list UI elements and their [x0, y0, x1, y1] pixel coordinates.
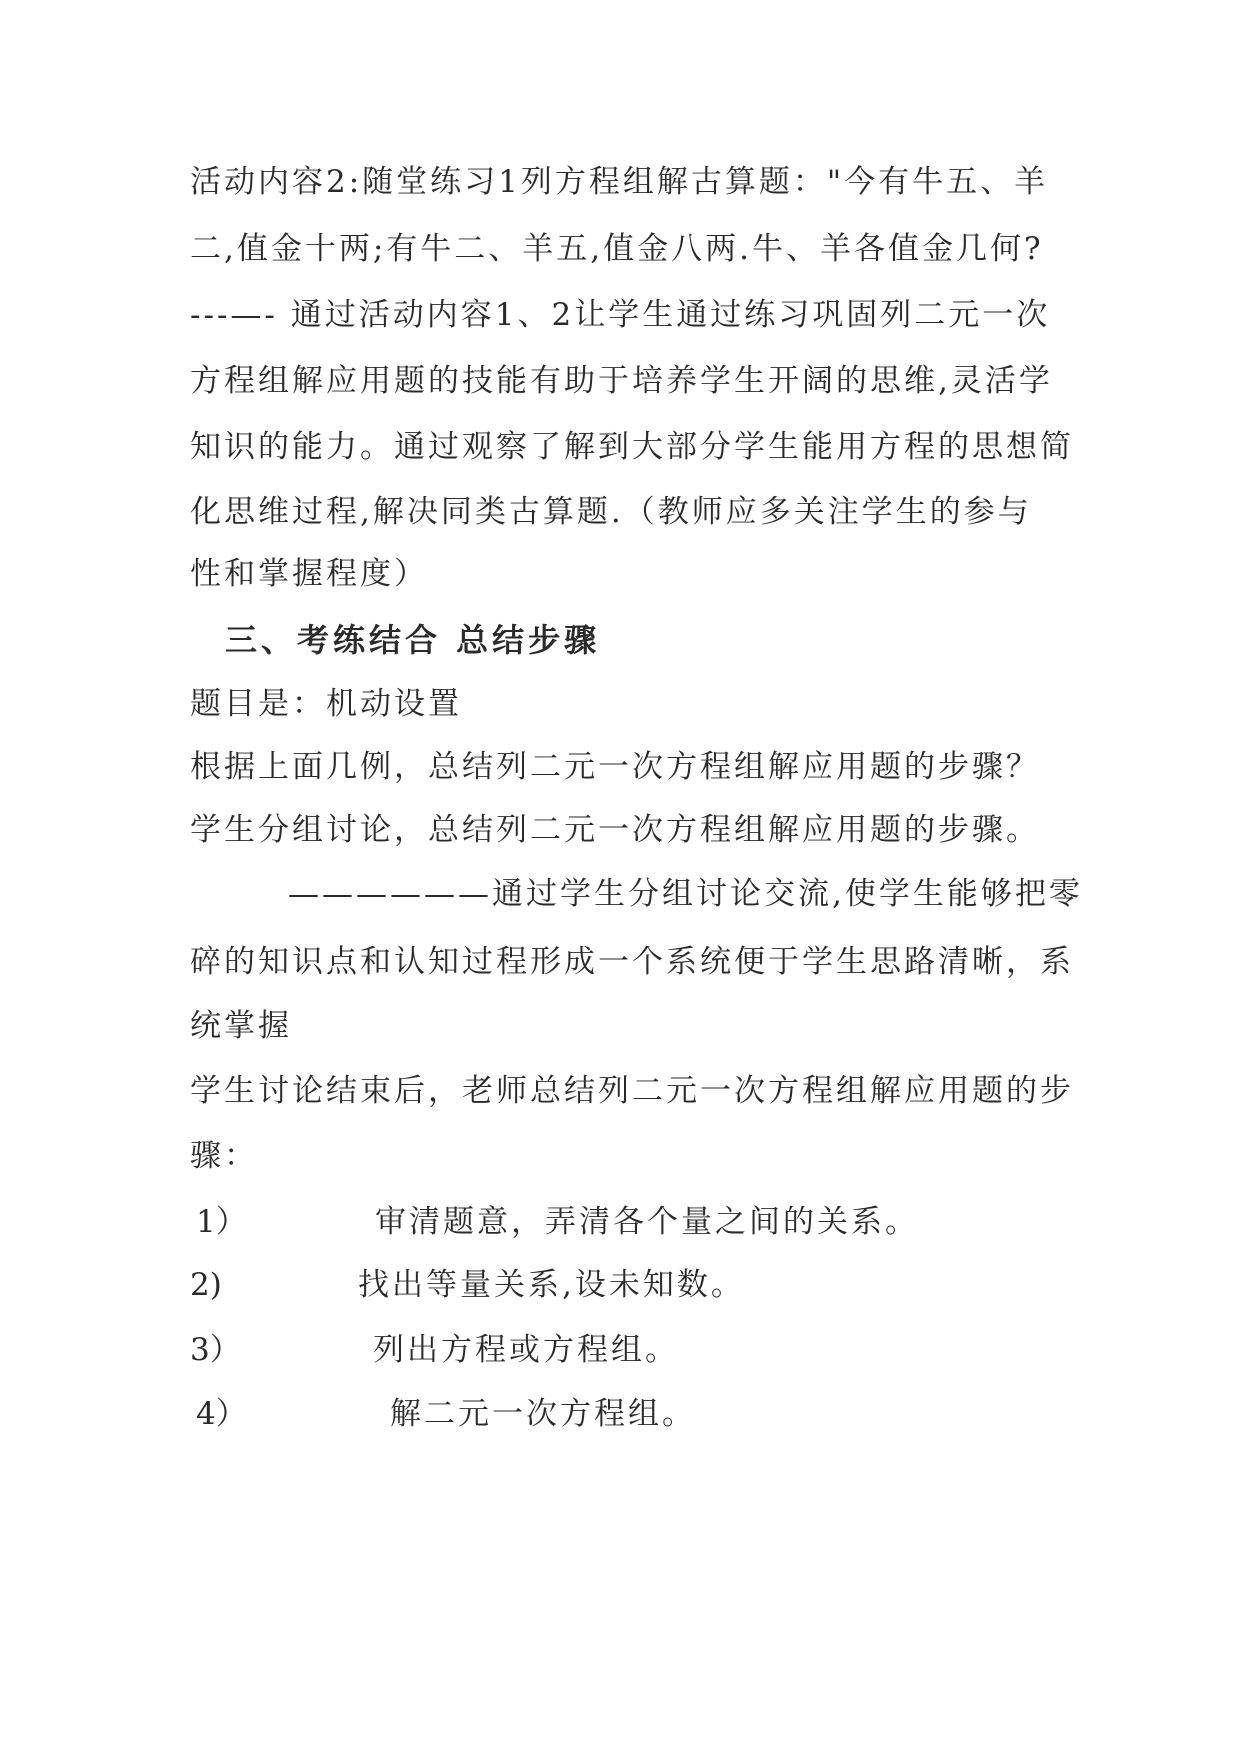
step-text: 列出方程或方程组。 — [373, 1332, 679, 1368]
paragraph-line: 学生讨论结束后，老师总结列二元一次方程组解应用题的步 — [190, 1073, 1074, 1109]
paragraph-line: 碎的知识点和认知过程形成一个系统便于学生思路清晰，系 — [190, 944, 1074, 980]
step-text: 解二元一次方程组。 — [390, 1396, 696, 1432]
paragraph-line: 方程组解应用题的技能有助于培养学生开阔的思维,灵活学 — [190, 363, 1053, 399]
paragraph-line: 统掌握 — [190, 1008, 292, 1044]
step-number: 1） — [196, 1204, 247, 1240]
paragraph-line: ---—- 通过活动内容1、2让学生通过练习巩固列二元一次 — [190, 297, 1051, 333]
paragraph-line: 化思维过程,解决同类古算题.（教师应多关注学生的参与 — [190, 494, 1032, 530]
paragraph-line: 学生分组讨论，总结列二元一次方程组解应用题的步骤。 — [190, 812, 1040, 848]
step-number: 2) — [190, 1267, 222, 1303]
paragraph-line: 二,值金十两;有牛二、羊五,值金八两.牛、羊各值金几何? — [190, 231, 1044, 267]
paragraph-line: 题目是：机动设置 — [190, 686, 462, 722]
paragraph-line: 骤： — [190, 1138, 258, 1174]
paragraph-line: 性和掌握程度） — [190, 556, 428, 592]
step-number: 4） — [196, 1396, 247, 1432]
paragraph-line: ——————通过学生分组讨论交流,使学生能够把零 — [288, 876, 1083, 912]
step-number: 3） — [190, 1332, 241, 1368]
section-heading: 三、考练结合 总结步骤 — [225, 621, 601, 659]
paragraph-line: 活动内容2:随堂练习1列方程组解古算题："今有牛五、羊 — [190, 164, 1049, 200]
paragraph-line: 根据上面几例，总结列二元一次方程组解应用题的步骤？ — [190, 749, 1040, 785]
paragraph-line: 知识的能力。通过观察了解到大部分学生能用方程的思想简 — [190, 429, 1074, 465]
step-text: 找出等量关系,设未知数。 — [358, 1267, 745, 1303]
step-text: 审清题意，弄清各个量之间的关系。 — [375, 1204, 919, 1240]
